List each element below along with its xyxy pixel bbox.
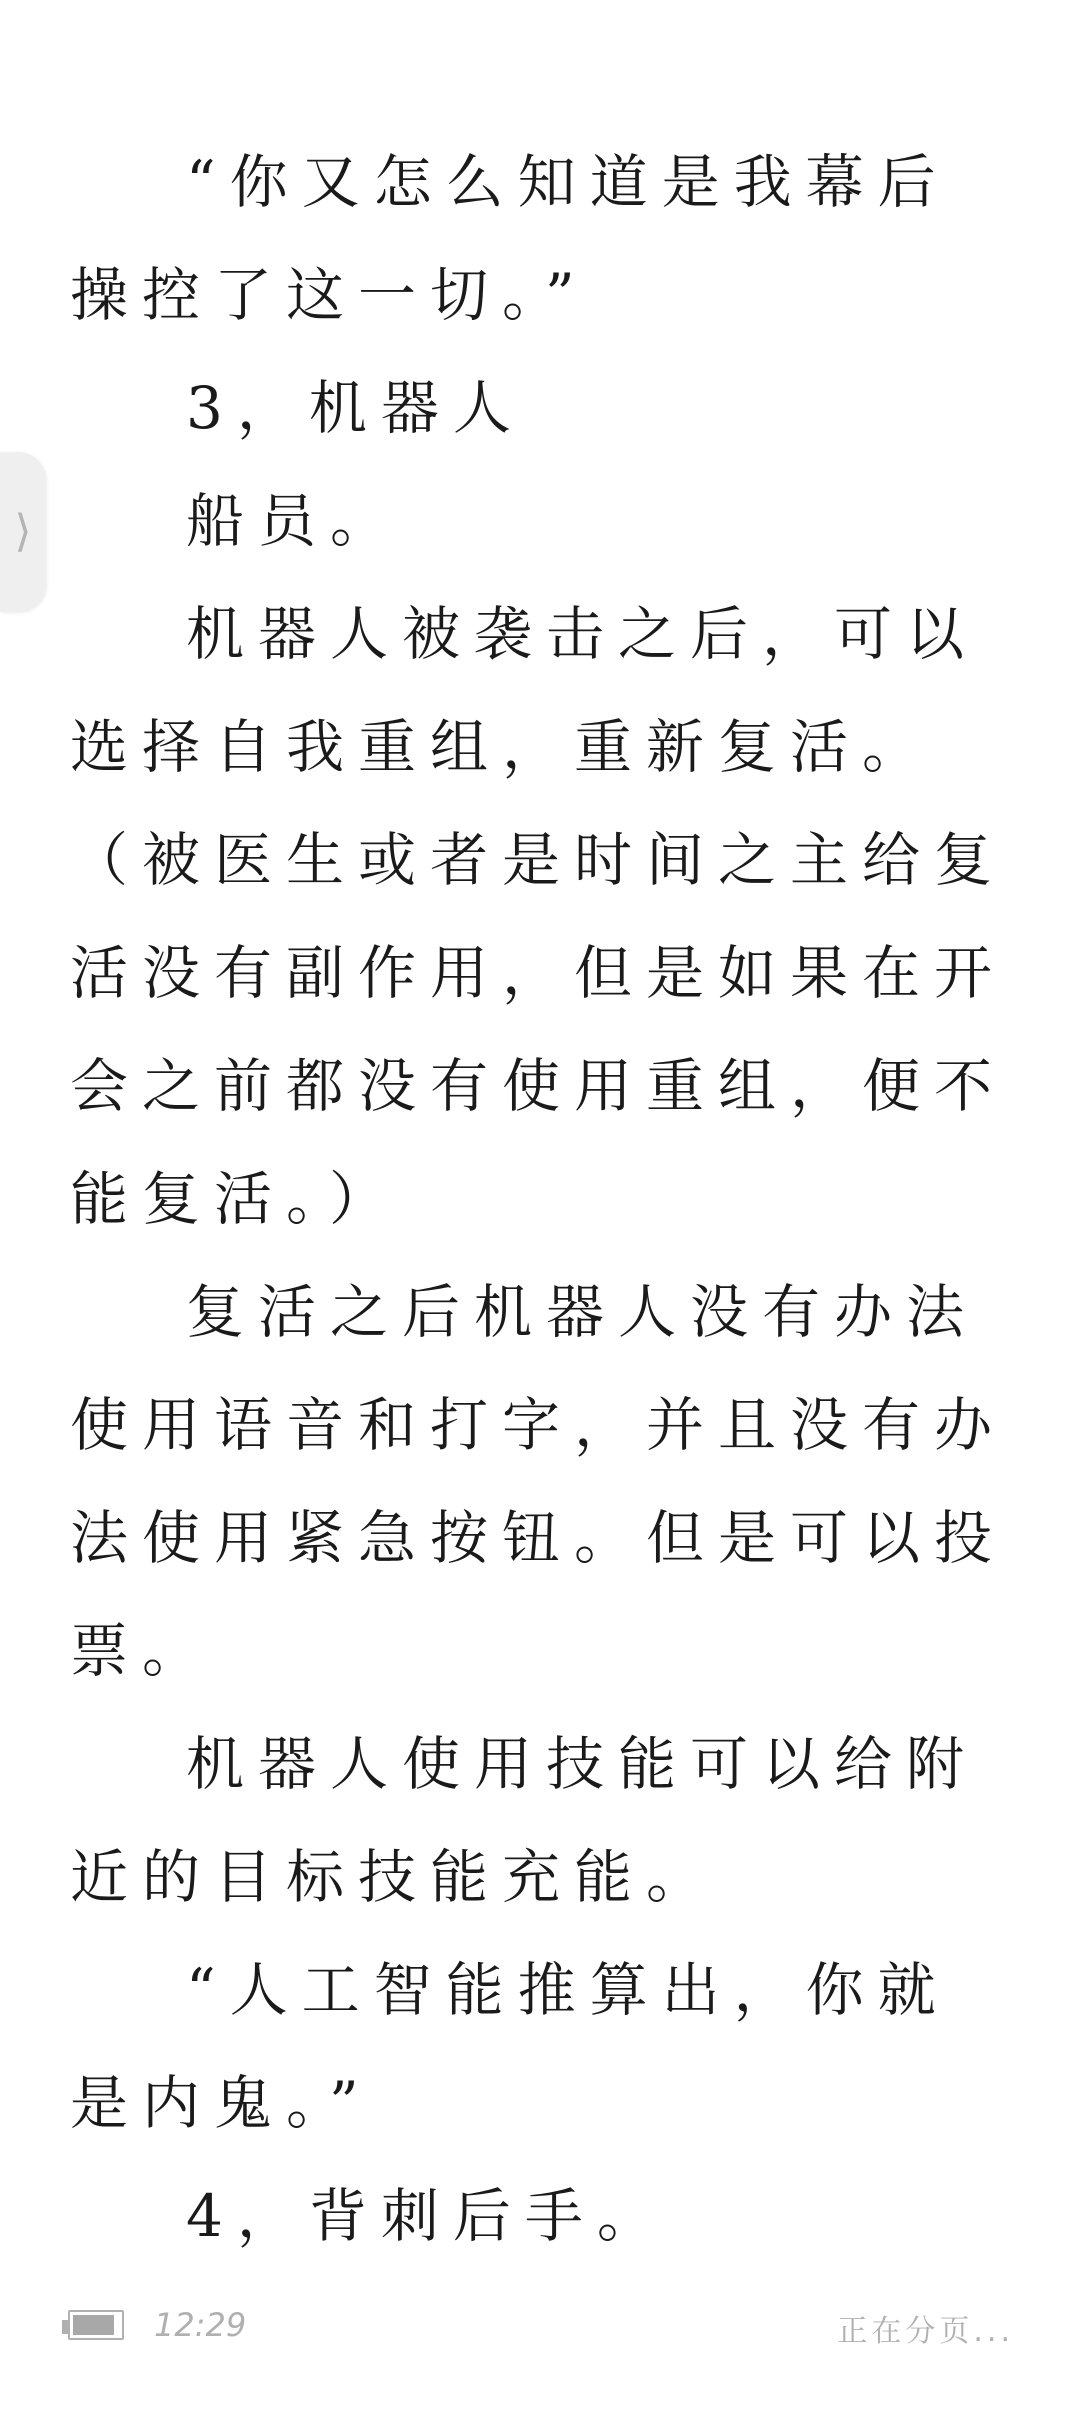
side-menu-tab[interactable] — [0, 452, 46, 612]
clock-time: 12:29 — [154, 2306, 247, 2344]
chapter-text — [70, 126, 1010, 2273]
paragraph: 复活之后机器人没有办法使用语音和打字，并且没有办法使用紧急按钮。但是可以投票。 — [70, 1278, 1007, 1685]
reader-status-bar — [0, 2298, 1080, 2358]
paginating-status: 正在分页... — [837, 2314, 1014, 2349]
chevron-right-icon: ⟩ — [14, 506, 32, 557]
paragraph: 机器人被袭击之后，可以选择自我重组，重新复活。（被医生或者是时间之主给复活没有副作用，但是如果在开会之前都没有使用重组，便不能复活。） — [70, 600, 1007, 1233]
paragraph: “你又怎么知道是我幕后操控了这一切。” — [70, 148, 950, 329]
paragraph: 船员。 — [186, 487, 403, 555]
paragraph: 4，背刺后手。 — [186, 2182, 669, 2250]
battery-level-fill — [73, 2315, 114, 2335]
battery-icon — [62, 2310, 128, 2344]
paragraph: 机器人使用技能可以给附近的目标技能充能。 — [70, 1730, 979, 1911]
paragraph: 3，机器人 — [186, 374, 525, 442]
paragraph: “人工智能推算出，你就是内鬼。” — [70, 1956, 950, 2137]
